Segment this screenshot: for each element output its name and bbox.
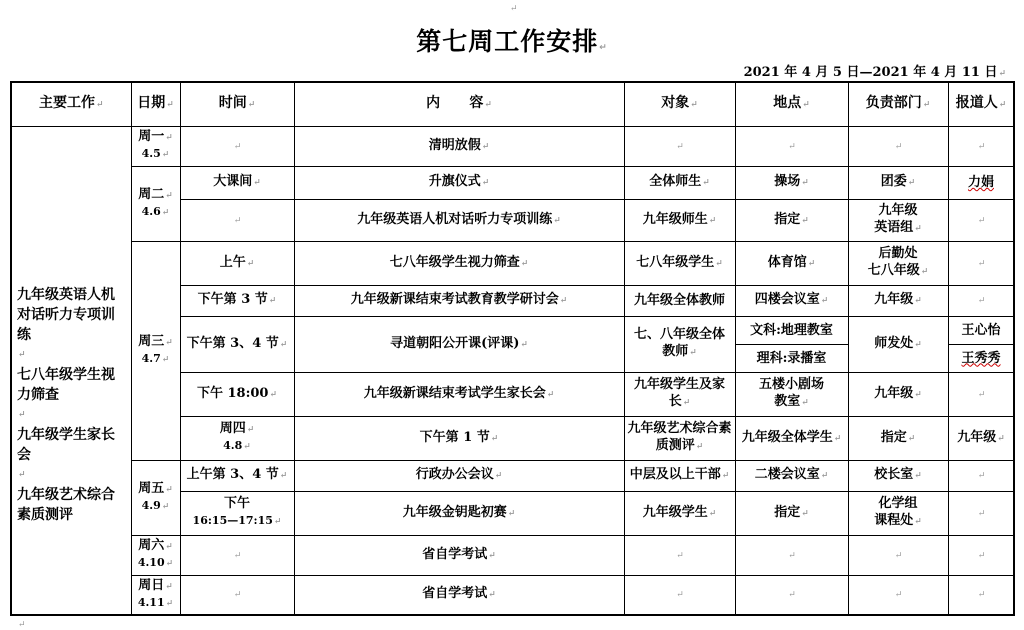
- time-cell: ↵: [180, 199, 294, 241]
- schedule-table: [10, 81, 1015, 616]
- time-cell: ↵: [180, 575, 294, 615]
- target-cell: 全体师生↵: [624, 166, 735, 199]
- dept-cell: 九年级↵: [848, 285, 948, 316]
- time-cell: ↵: [180, 535, 294, 575]
- target-cell: 九年级全体学生↵: [735, 416, 848, 460]
- reporter-cell-a: 王心怡: [948, 316, 1014, 344]
- table-row: [11, 575, 1014, 615]
- target-cell: 九年级全体教师: [624, 285, 735, 316]
- place-cell: ↵: [735, 535, 848, 575]
- day-cell-tue: 周二↵ 4.6↵: [131, 166, 180, 241]
- place-cell-a: 文科:地理教室: [735, 316, 848, 344]
- time-cell: 下午第 3 节↵: [180, 285, 294, 316]
- header-row: [11, 82, 1014, 126]
- col-header-date: 日期↵: [131, 82, 180, 126]
- target-cell: ↵: [624, 575, 735, 615]
- place-cell: 指定↵: [735, 491, 848, 535]
- table-row: [11, 535, 1014, 575]
- col-header-time: 时间↵: [180, 82, 294, 126]
- content-cell: 升旗仪式↵: [294, 166, 624, 199]
- reporter-cell: ↵: [948, 575, 1014, 615]
- dept-cell: ↵: [848, 535, 948, 575]
- content-cell: 九年级金钥匙初赛↵: [294, 491, 624, 535]
- content-cell: 寻道朝阳公开课(评课)↵: [294, 316, 624, 372]
- place-cell: 操场↵: [735, 166, 848, 199]
- day-cell-mon: 周一↵ 4.5↵: [131, 126, 180, 166]
- place-cell: 二楼会议室↵: [735, 460, 848, 491]
- dept-cell: 九年级↵: [948, 416, 1014, 460]
- col-header-main-work: 主要工作↵: [11, 82, 131, 126]
- reporter-cell: ↵: [948, 372, 1014, 416]
- place-cell: ↵: [735, 126, 848, 166]
- content-cell: 九年级艺术综合素质测评↵: [624, 416, 735, 460]
- time-cell: 下午 16:15—17:15↵: [180, 491, 294, 535]
- content-cell: 九年级英语人机对话听力专项训练↵: [294, 199, 624, 241]
- content-cell: 省自学考试↵: [294, 575, 624, 615]
- target-cell: 九年级学生及家 长↵: [624, 372, 735, 416]
- place-cell-b: 理科:录播室: [735, 344, 848, 372]
- paragraph-mark: ↵: [510, 4, 518, 14]
- reporter-cell: ↵: [948, 535, 1014, 575]
- table-row: [11, 166, 1014, 199]
- target-cell: ↵: [624, 535, 735, 575]
- content-cell: 行政办公会议↵: [294, 460, 624, 491]
- dept-cell: 九年级 英语组↵: [848, 199, 948, 241]
- target-cell: 九年级师生↵: [624, 199, 735, 241]
- reporter-cell-b: 王秀秀: [948, 344, 1014, 372]
- place-cell: 体育馆↵: [735, 241, 848, 285]
- col-header-reporter: 报道人↵: [948, 82, 1014, 126]
- reporter-cell: ↵: [948, 126, 1014, 166]
- col-header-dept: 负责部门↵: [848, 82, 948, 126]
- col-header-target: 对象↵: [624, 82, 735, 126]
- place-cell: 指定↵: [735, 199, 848, 241]
- dept-cell: ↵: [848, 126, 948, 166]
- main-work-cell: 九年级英语人机对话听力专项训练 ↵ 七八年级学生视力筛查 ↵ 九年级学生家长会 ↵ 九年级艺术综合素质测评: [11, 126, 131, 615]
- dept-cell: 化学组 课程处↵: [848, 491, 948, 535]
- time-cell: 上午↵: [180, 241, 294, 285]
- day-cell-thu: 周四↵ 4.8↵: [180, 416, 294, 460]
- time-cell: 上午第 3、4 节↵: [180, 460, 294, 491]
- dept-cell: ↵: [848, 575, 948, 615]
- place-cell: ↵: [735, 575, 848, 615]
- target-cell: ↵: [624, 126, 735, 166]
- time-cell: 大课间↵: [180, 166, 294, 199]
- target-cell: 七八年级学生↵: [624, 241, 735, 285]
- content-cell: 九年级新课结束考试学生家长会↵: [294, 372, 624, 416]
- time-cell: 下午第 3、4 节↵: [180, 316, 294, 372]
- content-cell: 清明放假↵: [294, 126, 624, 166]
- date-range: 2021 年 4 月 5 日—2021 年 4 月 11 日↵: [743, 65, 1006, 80]
- reporter-cell: ↵: [948, 199, 1014, 241]
- time-cell: ↵: [180, 126, 294, 166]
- day-cell-sat: 周六↵ 4.10↵: [131, 535, 180, 575]
- reporter-cell: ↵: [948, 285, 1014, 316]
- place-cell: 五楼小剧场 教室↵: [735, 372, 848, 416]
- table-row: [11, 126, 1014, 166]
- target-cell: 七、八年级全体 教师↵: [624, 316, 735, 372]
- reporter-cell: ↵: [948, 460, 1014, 491]
- place-cell: 指定↵: [848, 416, 948, 460]
- page-title: 第七周工作安排↵: [416, 27, 608, 56]
- day-cell-sun: 周日↵ 4.11↵: [131, 575, 180, 615]
- time-cell: 下午第 1 节↵: [294, 416, 624, 460]
- content-cell: 省自学考试↵: [294, 535, 624, 575]
- reporter-cell: ↵: [948, 241, 1014, 285]
- dept-cell: 团委↵: [848, 166, 948, 199]
- place-cell: 四楼会议室↵: [735, 285, 848, 316]
- dept-cell: 师发处↵: [848, 316, 948, 372]
- dept-cell: 后勤处 七八年级↵: [848, 241, 948, 285]
- reporter-cell: ↵: [948, 491, 1014, 535]
- reporter-cell: 力娟: [948, 166, 1014, 199]
- paragraph-mark-bottom: ↵: [18, 620, 26, 630]
- day-cell-wed: 周三↵ 4.7↵: [131, 241, 180, 460]
- target-cell: 九年级学生↵: [624, 491, 735, 535]
- col-header-content: 内 容↵: [294, 82, 624, 126]
- time-cell: 下午 18:00↵: [180, 372, 294, 416]
- dept-cell: 校长室↵: [848, 460, 948, 491]
- content-cell: 九年级新课结束考试教育教学研讨会↵: [294, 285, 624, 316]
- col-header-place: 地点↵: [735, 82, 848, 126]
- content-cell: 七八年级学生视力筛查↵: [294, 241, 624, 285]
- table-row: [11, 460, 1014, 491]
- target-cell: 中层及以上干部↵: [624, 460, 735, 491]
- table-row: [11, 241, 1014, 285]
- dept-cell: 九年级↵: [848, 372, 948, 416]
- day-cell-fri: 周五↵ 4.9↵: [131, 460, 180, 535]
